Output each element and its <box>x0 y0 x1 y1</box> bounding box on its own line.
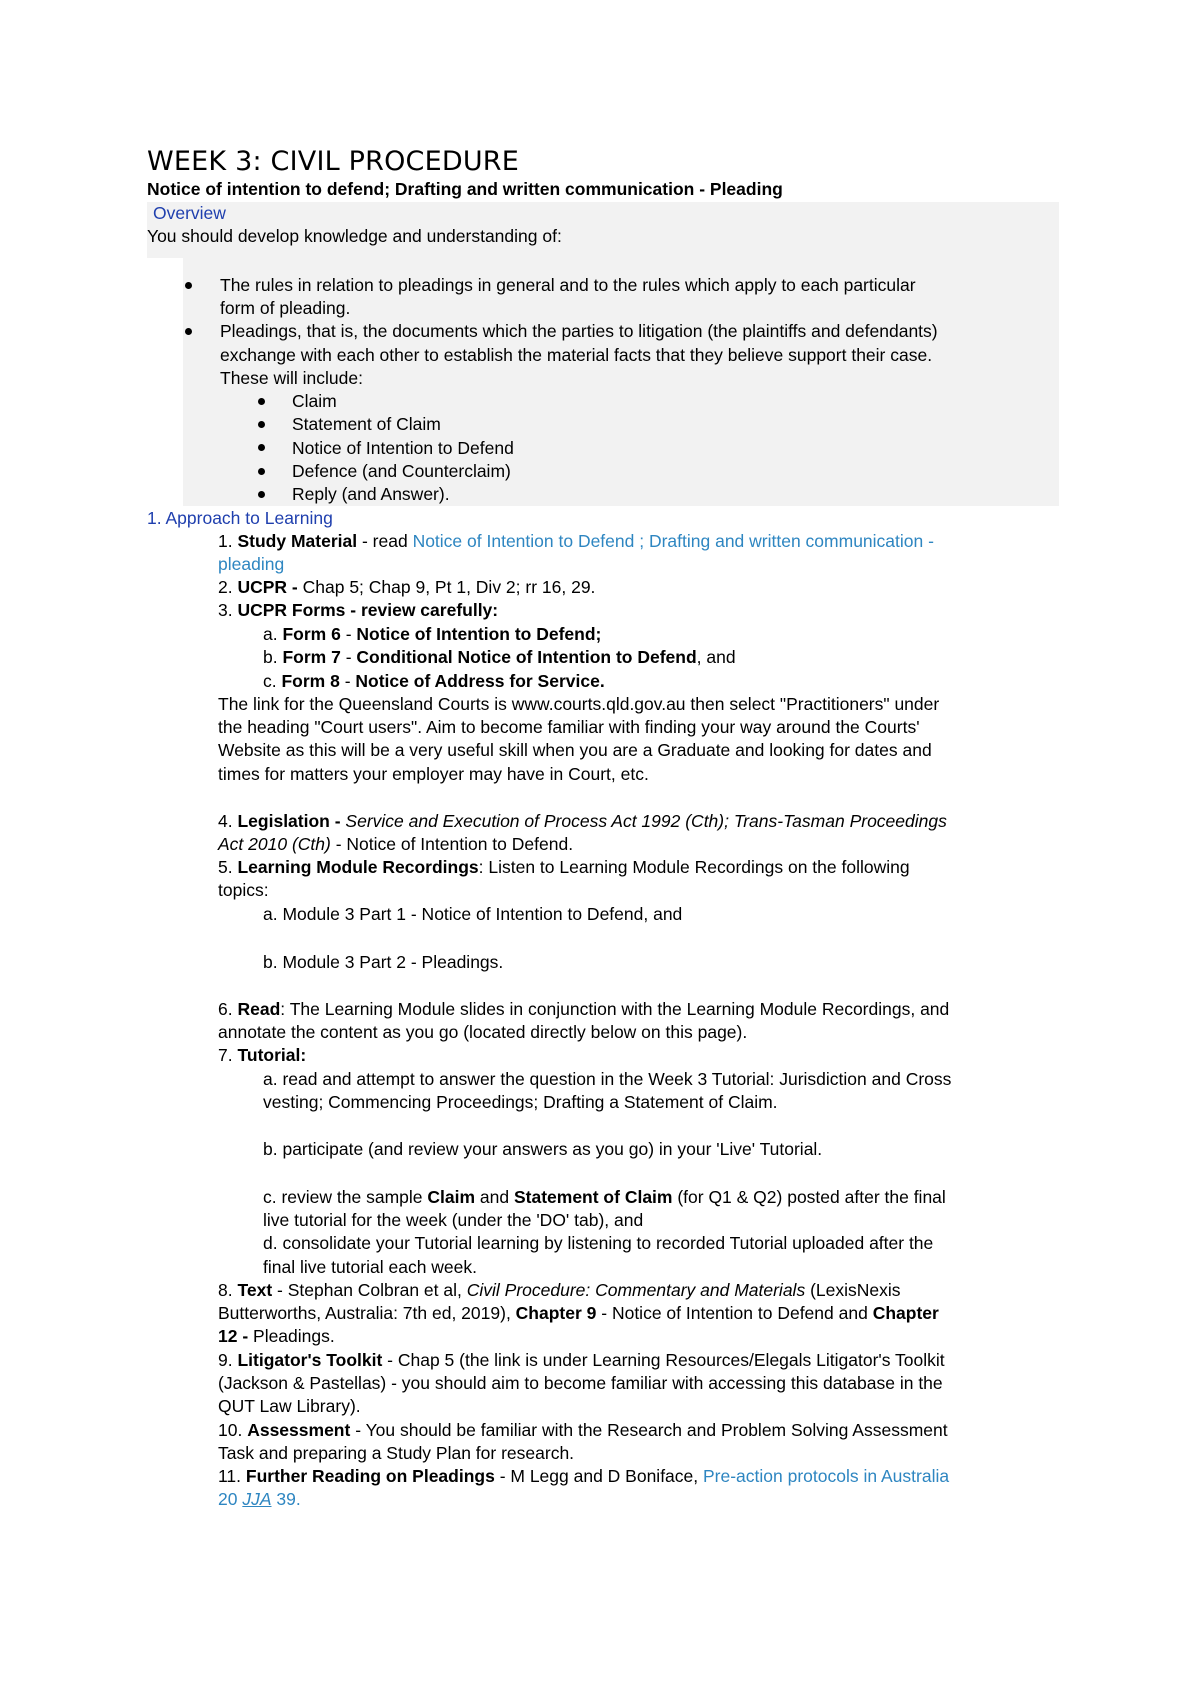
item-read-cont: annotate the content as you go (located directly below on this page). <box>218 1022 748 1042</box>
tutorial-item: b. participate (and review your answers as you go) in your 'Live' Tutorial. <box>263 1139 823 1159</box>
item-ucpr: 2. UCPR - Chap 5; Chap 9, Pt 1, Div 2; rr 16, 29. <box>218 577 596 597</box>
courts-paragraph-line: Website as this will be a very useful skill when you are a Graduate and looking for dates and <box>218 740 932 760</box>
sub-bullet-item: Statement of Claim <box>292 414 441 434</box>
courts-paragraph-line: The link for the Queensland Courts is www.courts.qld.gov.au then select "Practitioners" under <box>218 694 940 714</box>
tutorial-item-cont: live tutorial for the week (under the 'DO' tab), and <box>263 1210 644 1230</box>
bullet-line: Pleadings, that is, the documents which the parties to litigation (the plaintiffs and defendants) <box>220 321 938 341</box>
recording-item: b. Module 3 Part 2 - Pleadings. <box>263 952 504 972</box>
approach-heading: 1. Approach to Learning <box>147 508 333 528</box>
item-study-material: 1. Study Material - read Notice of Intention to Defend ; Drafting and written communication - <box>218 531 934 551</box>
bullet-line: The rules in relation to pleadings in general and to the rules which apply to each particular <box>220 275 916 295</box>
page-subtitle: Notice of intention to defend; Drafting and written communication - Pleading <box>147 179 783 199</box>
page-title: WEEK 3: CIVIL PROCEDURE <box>147 146 520 177</box>
sub-bullet-item: Claim <box>292 391 337 411</box>
sub-bullet-dot <box>258 491 265 498</box>
item-tutorial: 7. Tutorial: <box>218 1045 307 1065</box>
further-reading-link[interactable]: Pre-action protocols in Australia <box>703 1466 950 1486</box>
sub-bullet-item: Notice of Intention to Defend <box>292 438 514 458</box>
overview-shade <box>147 202 1059 228</box>
study-material-link[interactable]: Notice of Intention to Defend ; Drafting and written communication - <box>412 531 934 551</box>
bullet-dot <box>185 282 192 289</box>
item-legislation: 4. Legislation - Service and Execution of Process Act 1992 (Cth); Trans-Tasman Proceedings <box>218 811 947 831</box>
item-legislation-cont: Act 2010 (Cth) - Notice of Intention to Defend. <box>218 834 574 854</box>
sub-bullet-item: Defence (and Counterclaim) <box>292 461 511 481</box>
courts-paragraph-line: the heading "Court users". Aim to become familiar with finding your way around the Courts' <box>218 717 920 737</box>
sub-bullet-item: Reply (and Answer). <box>292 484 450 504</box>
form-6-item: a. Form 6 - Notice of Intention to Defend; <box>263 624 602 644</box>
item-further-reading: 11. Further Reading on Pleadings - M Legg and D Boniface, Pre-action protocols in Australia <box>218 1466 950 1486</box>
bullet-line: form of pleading. <box>220 298 351 318</box>
item-text-cont: 12 - Pleadings. <box>218 1326 335 1346</box>
item-ucpr-forms: 3. UCPR Forms - review carefully: <box>218 600 499 620</box>
item-text-cont: Butterworths, Australia: 7th ed, 2019), Chapter 9 - Notice of Intention to Defend and Chapter <box>218 1303 939 1323</box>
item-assessment: 10. Assessment - You should be familiar with the Research and Problem Solving Assessment <box>218 1420 948 1440</box>
item-assessment-cont: Task and preparing a Study Plan for research. <box>218 1443 575 1463</box>
tutorial-item-cont: final live tutorial each week. <box>263 1257 477 1277</box>
study-material-link-cont[interactable]: pleading <box>218 554 285 574</box>
tutorial-item: a. read and attempt to answer the question in the Week 3 Tutorial: Jurisdiction and Cross <box>263 1069 952 1089</box>
item-read: 6. Read: The Learning Module slides in conjunction with the Learning Module Recordings, and <box>218 999 950 1019</box>
item-toolkit: 9. Litigator's Toolkit - Chap 5 (the link is under Learning Resources/Elegals Litigator's Toolkit <box>218 1350 945 1370</box>
sub-bullet-dot <box>258 468 265 475</box>
sub-bullet-dot <box>258 444 265 451</box>
item-text: 8. Text - Stephan Colbran et al, Civil Procedure: Commentary and Materials (LexisNexis <box>218 1280 901 1300</box>
overview-intro: You should develop knowledge and understanding of: <box>147 226 562 246</box>
recording-item: a. Module 3 Part 1 - Notice of Intention to Defend, and <box>263 904 683 924</box>
item-recordings: 5. Learning Module Recordings: Listen to Learning Module Recordings on the following <box>218 857 910 877</box>
courts-paragraph-line: times for matters your employer may have in Court, etc. <box>218 764 649 784</box>
item-toolkit-cont: QUT Law Library). <box>218 1396 361 1416</box>
form-7-item: b. Form 7 - Conditional Notice of Intention to Defend, and <box>263 647 736 667</box>
sub-bullet-dot <box>258 398 265 405</box>
bullet-line: exchange with each other to establish the material facts that they believe support their case. <box>220 345 933 365</box>
tutorial-item-cont: vesting; Commencing Proceedings; Drafting a Statement of Claim. <box>263 1092 778 1112</box>
sub-bullet-dot <box>258 421 265 428</box>
further-reading-link-cont[interactable]: 20 JJA 39. <box>218 1489 301 1509</box>
tutorial-item: c. review the sample Claim and Statement of Claim (for Q1 & Q2) posted after the final <box>263 1187 946 1207</box>
item-recordings-cont: topics: <box>218 880 269 900</box>
item-toolkit-cont: (Jackson & Pastellas) - you should aim to become familiar with accessing this database in the <box>218 1373 943 1393</box>
form-8-item: c. Form 8 - Notice of Address for Service. <box>263 671 605 691</box>
overview-heading: Overview <box>153 203 226 223</box>
tutorial-item: d. consolidate your Tutorial learning by listening to recorded Tutorial uploaded after the <box>263 1233 934 1253</box>
bullet-line: These will include: <box>220 368 363 388</box>
bullet-dot <box>185 328 192 335</box>
